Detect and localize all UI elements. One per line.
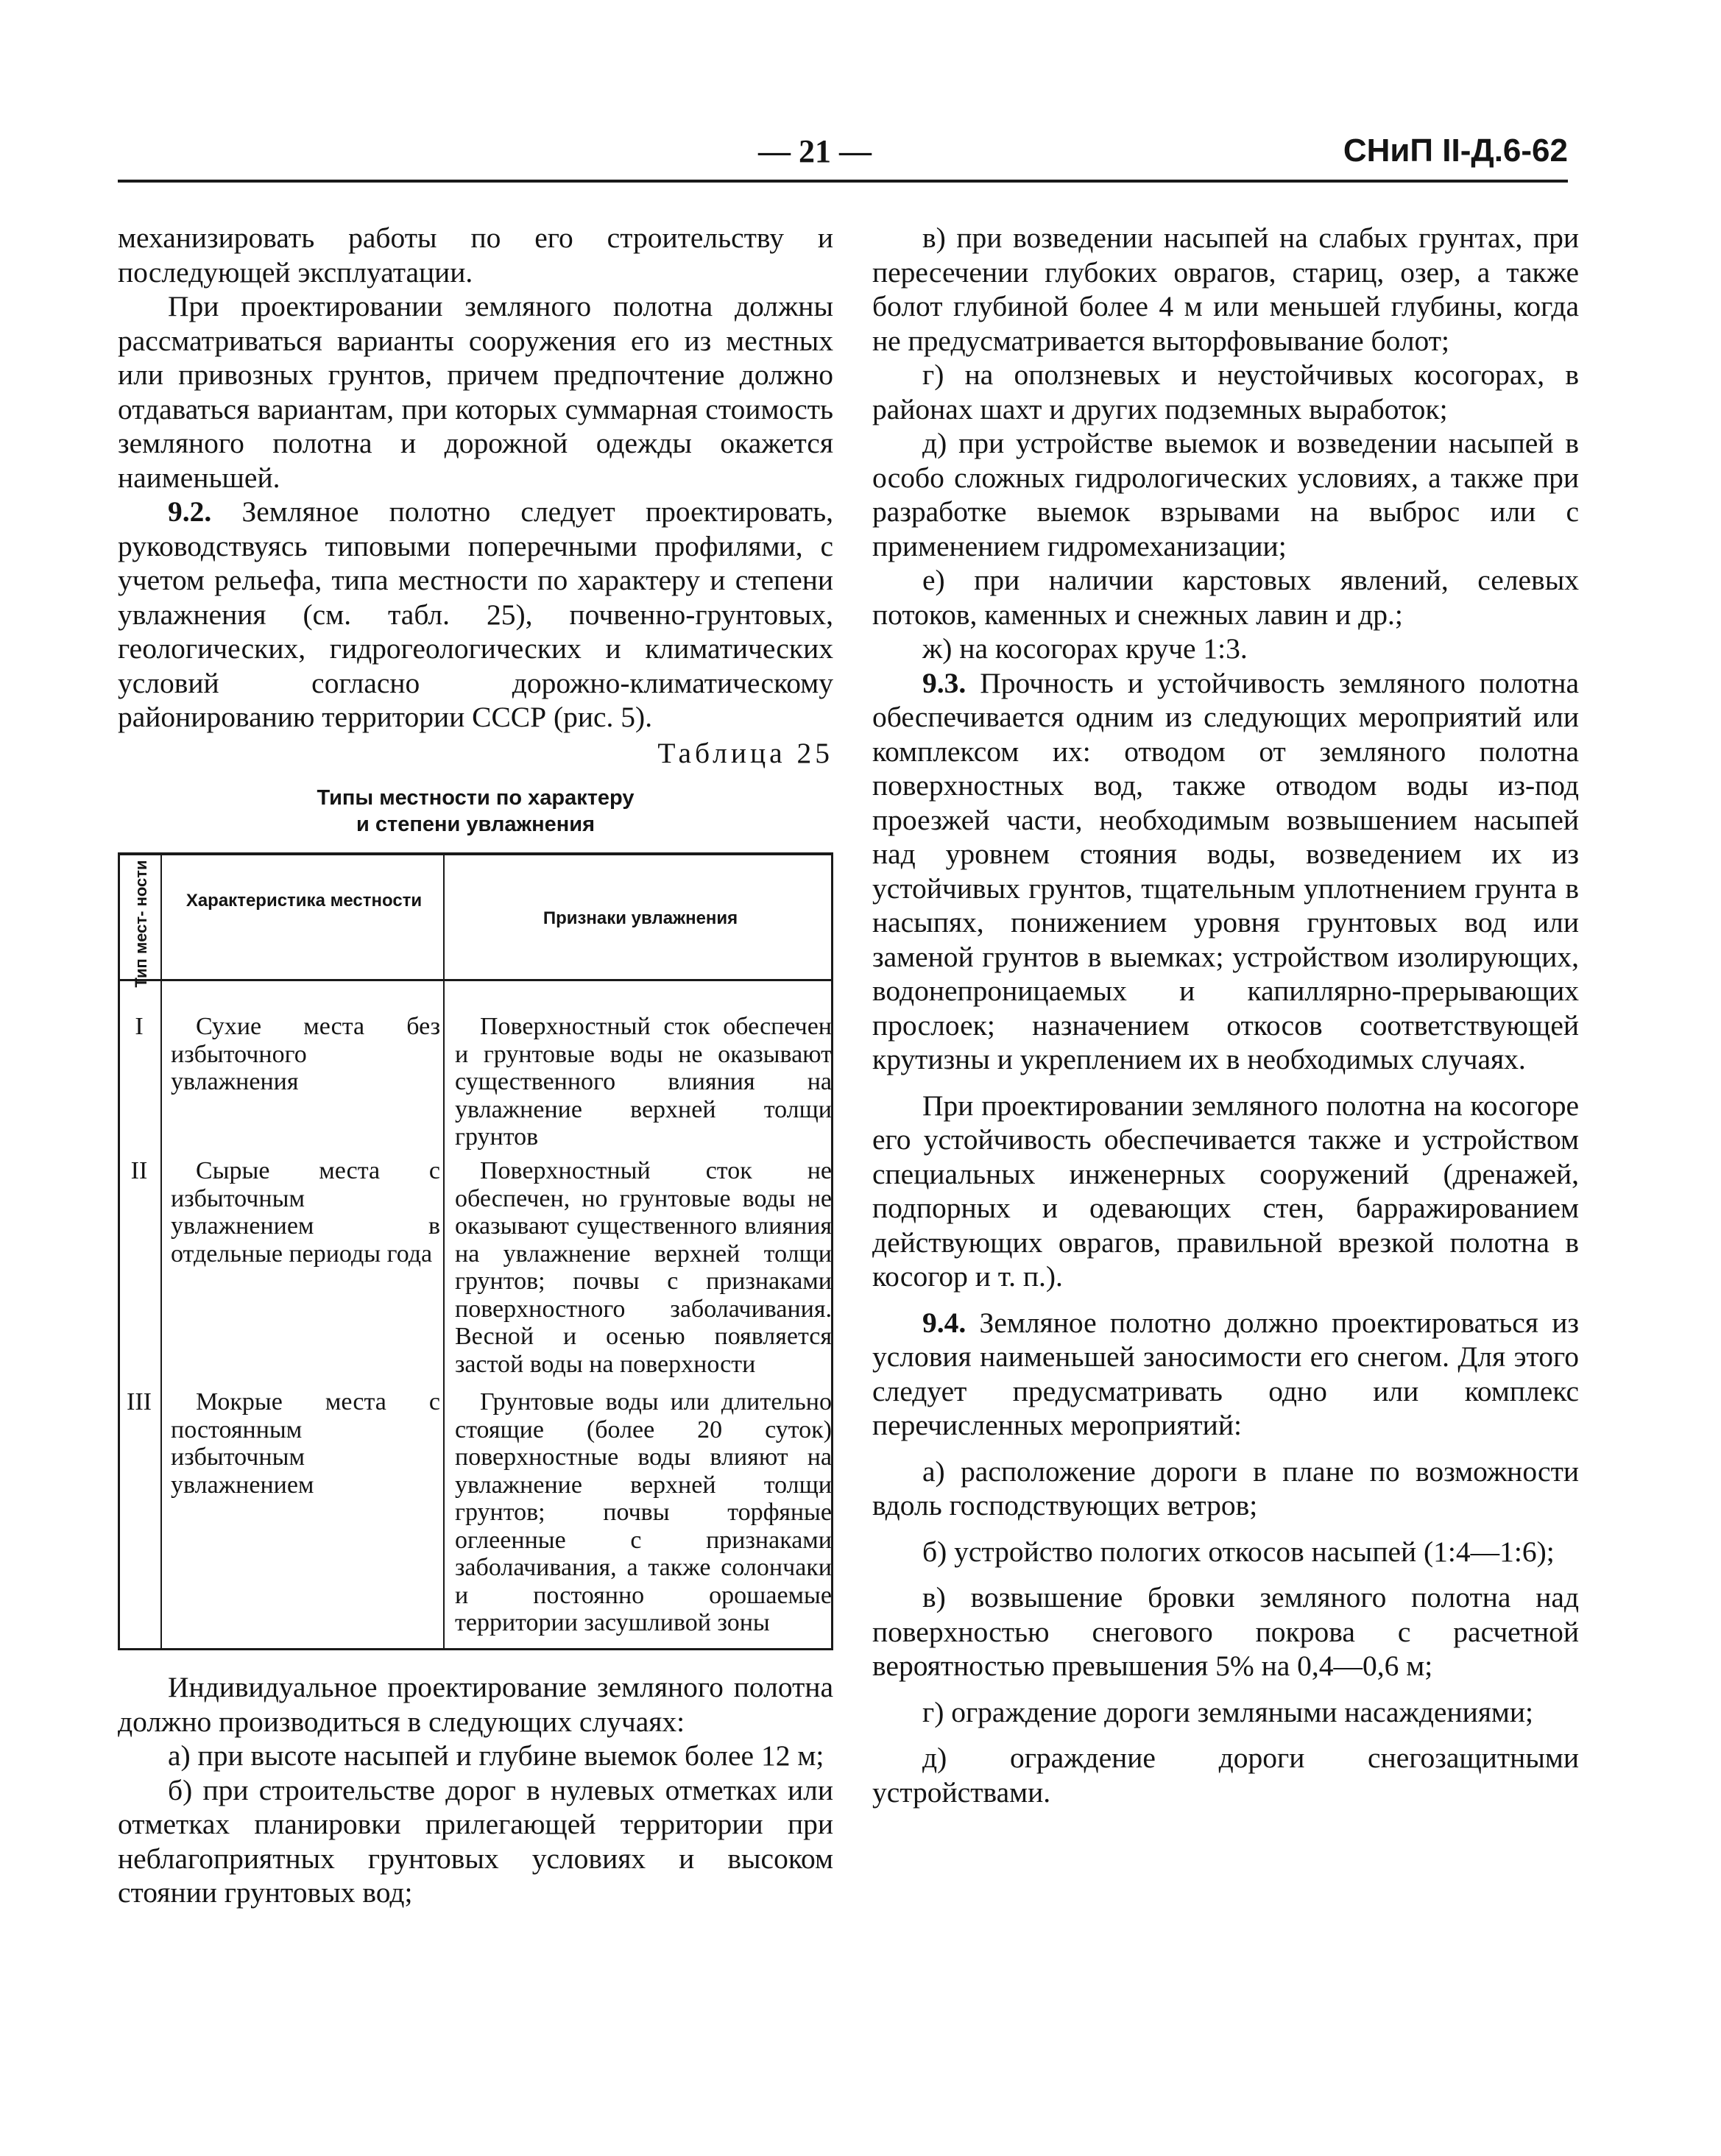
clause-text: Прочность и устойчивость земляного полотна обеспечивается одним из следующих мероприятий или комплексом их: отводом от земляного полотна поверхностных вод, также отводом воды из-под проезжей части, необходимым возвышением насыпей над уровнем стояния воды, возведением их из устойчивых грунтов, тщательным уплотнением грунта в насыпях, понижением уровня грунтовых вод или заменой грунтов в выемках; устройством изолирующих, водонепроницаемых и капиллярно-прерывающих прослоек; назначением откосов соответствующей крутизны и укреплением их в необходимых случаях. <box>872 666 1579 1075</box>
row-1-characteristic: Сухие места без избыточного увлажнения <box>171 1013 440 1095</box>
row-1-signs: Поверхностный сток обеспечен и грунтовые воды не оказывают существенного влияния на увлажнение верхней толщи грунтов <box>455 1013 832 1151</box>
row-2-type: II <box>130 1157 148 1184</box>
list-item-b: б) при строительстве дорог в нулевых отметках или отметках планировки прилегающей территории при неблагоприятных грунтовых условиях и высоком стоянии грунтовых вод; <box>118 1773 833 1909</box>
table-col-divider <box>160 852 162 1650</box>
list-item-g: г) на оползневых и неустойчивых косогорах, в районах шахт и других подземных выработок; <box>872 358 1579 425</box>
table-title-line-2: и степени увлажнения <box>356 813 595 836</box>
table-number: Таблица 25 <box>657 736 833 769</box>
list-item-v: в) возвышение бровки земляного полотна над поверхностью снегового покрова с расчетной вероятностью превышения 5% на 0,4—0,6 м; <box>872 1581 1579 1682</box>
list-item-v: в) при возведении насыпей на слабых грунтах, при пересечении глубоких оврагов, стариц, озер, а также болот глубиной более 4 м или меньшей глубины, когда не предусматривается выторфовывание болот; <box>872 222 1579 357</box>
row-2-characteristic: Сырые места с избыточным увлажнением в отдельные периоды года <box>171 1157 440 1268</box>
table-25 <box>118 852 833 1651</box>
row-3-signs: Грунтовые воды или длительно стоящие (более 20 суток) поверхностные воды влияют на увлажнение верхней толщи грунтов; почвы торфяные оглеенные с признаками заболачивания, а также солончаки и постоянно орошаемые территории засушливой зоны <box>455 1388 832 1636</box>
left-column <box>118 221 833 1910</box>
list-item-zh: ж) на косогорах круче 1:3. <box>922 632 1248 665</box>
paragraph: При проектировании земляного полотна на косогоре его устойчивость обеспечивается также и устройством специальных инженерных сооружений (дренажей, подпорных и одевающих стен, барражированием действующих оврагов, правильной врезкой полотна в косогор и т. п.). <box>872 1089 1579 1293</box>
paragraph: механизировать работы по его строительству и последующей эксплуатации. <box>118 222 833 289</box>
row-2-signs: Поверхностный сток не обеспечен, но грунтовые воды не оказывают существенного влияния на увлажнение верхней толщи грунтов; почвы с признаками поверхностного заболачивания. Весной и осенью появляется застой воды на поверхности <box>455 1157 832 1378</box>
row-3-characteristic: Мокрые места с постоянным избыточным увлажнением <box>171 1388 440 1499</box>
page-header <box>118 132 1568 177</box>
clause-number: 9.4. <box>922 1306 966 1339</box>
paragraph: При проектировании земляного полотна должны рассматриваться варианты сооружения его из местных или привозных грунтов, причем предпочтение должно отдаваться вариантам, при которых суммарная стоимость земляного полотна и дорожной одежды окажется наименьшей. <box>118 290 833 494</box>
table-title-line-1: Типы местности по характеру <box>317 786 635 810</box>
paragraph-9-3 <box>872 666 1579 1077</box>
clause-text: Земляное полотно следует проектировать, руководствуясь типовыми поперечными профилями, с учетом рельефа, типа местности по характеру и степени увлажнения (см. табл. 25), почвенно-грунтовых, геологических, гидрогеологических и климатических условий согласно дорожно-климатическому районированию территории СССР (рис. 5). <box>118 495 833 733</box>
column-header-type: Тип мест- ности <box>132 860 150 988</box>
table-header-rule <box>118 979 833 981</box>
list-item-d: д) при устройстве выемок и возведении насыпей в особо сложных гидрологических условиях, а также при разработке выемок взрывами на выброс или с применением гидромеханизации; <box>872 427 1579 562</box>
paragraph-9-4 <box>872 1306 1579 1443</box>
clause-number: 9.3. <box>922 666 966 699</box>
page-number: — 21 — <box>758 133 872 169</box>
table-top-rule <box>118 852 833 855</box>
list-item-b: б) устройство пологих откосов насыпей (1:4—1:6); <box>922 1535 1555 1568</box>
list-item-e: е) при наличии карстовых явлений, селевых потоков, каменных и снежных лавин и др.; <box>872 564 1579 631</box>
list-item-a: а) расположение дороги в плане по возможности вдоль господствующих ветров; <box>872 1455 1579 1521</box>
row-1-type: I <box>135 1013 144 1040</box>
paragraph: Индивидуальное проектирование земляного полотна должно производиться в следующих случаях: <box>118 1671 833 1738</box>
header-rule <box>118 180 1568 183</box>
list-item-a: а) при высоте насыпей и глубине выемок более 12 м; <box>168 1739 824 1772</box>
paragraph-9-2 <box>118 495 833 735</box>
table-col-divider <box>443 852 445 1650</box>
table-left-border <box>118 852 120 1650</box>
document-code: СНиП II-Д.6-62 <box>1343 132 1568 169</box>
list-item-g: г) ограждение дороги земляными насаждениями; <box>922 1695 1534 1728</box>
clause-text: Земляное полотно должно проектироваться из условия наименьшей заносимости его снегом. Для этого следует предусматривать одно или комплекс перечисленных мероприятий: <box>872 1306 1579 1441</box>
table-title <box>118 785 833 838</box>
row-3-type: III <box>127 1388 152 1415</box>
table-bottom-rule <box>118 1648 833 1650</box>
column-header-moisture-signs: Признаки увлажнения <box>543 908 738 928</box>
clause-number: 9.2. <box>168 495 212 528</box>
right-column <box>872 221 1579 1809</box>
column-header-characteristic: Характеристика местности <box>185 891 423 911</box>
list-item-d: д) ограждение дороги снегозащитными устройствами. <box>872 1742 1579 1809</box>
